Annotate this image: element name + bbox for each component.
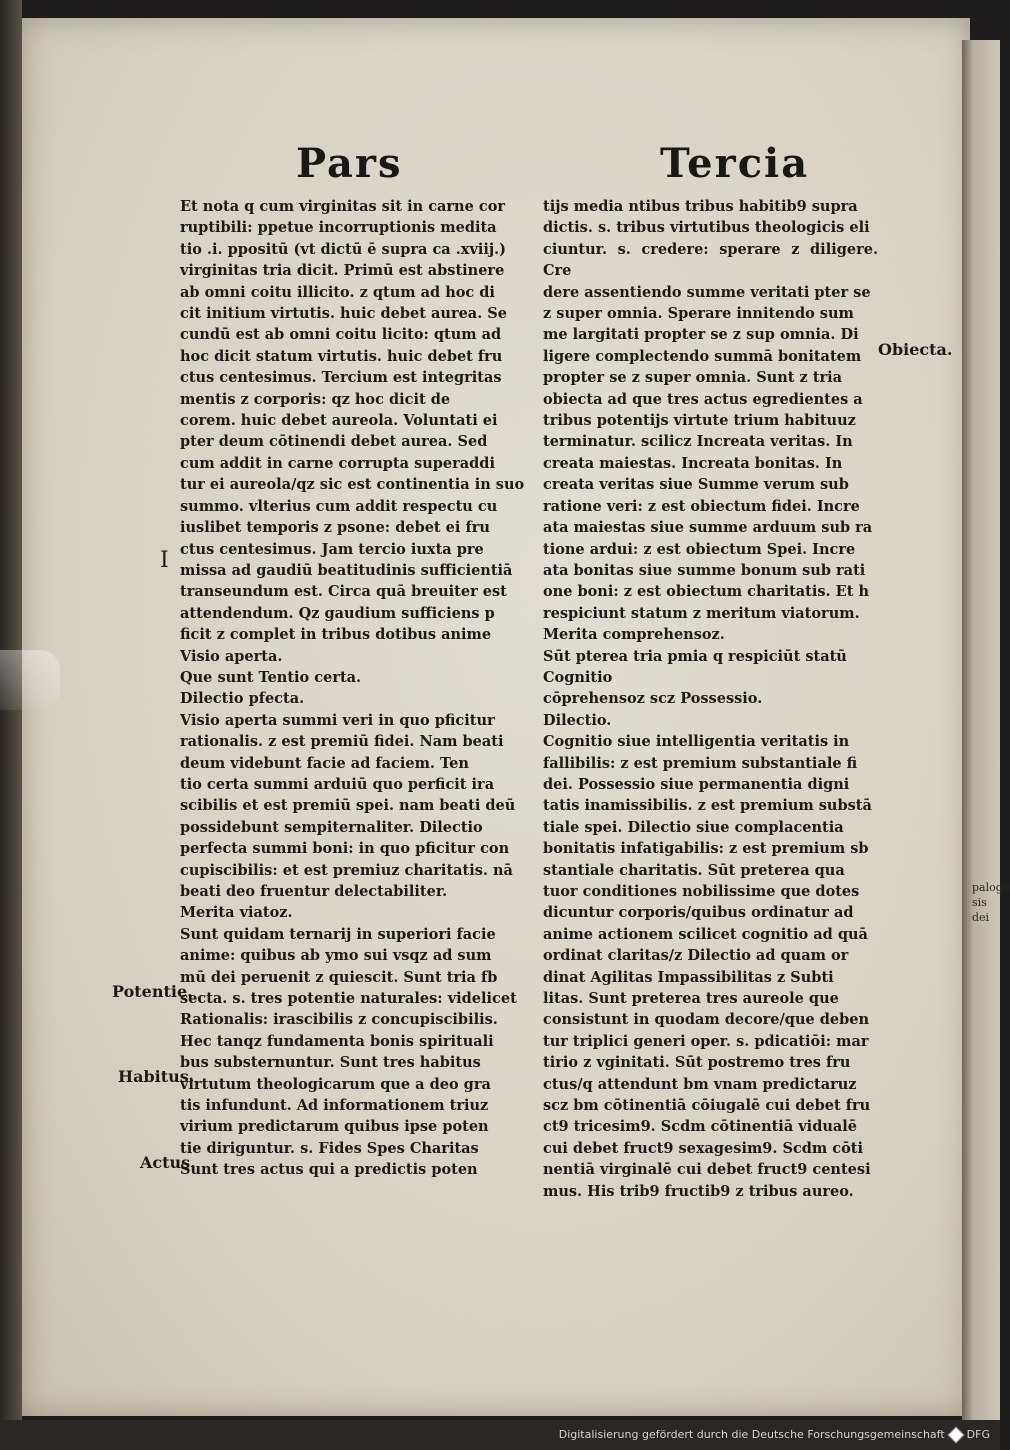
margin-note-potentie: Potentie. bbox=[112, 982, 193, 1001]
facing-page-edge bbox=[962, 40, 1010, 1420]
initial-letter-mark: I bbox=[160, 548, 169, 573]
margin-note-obiecta: Obiecta. bbox=[878, 340, 953, 359]
footer-text: Digitalisierung gefördert durch die Deutsche Forschungsgemeinschaft bbox=[558, 1428, 945, 1441]
footer-credit bbox=[559, 1428, 990, 1441]
footer-bar bbox=[0, 1420, 1000, 1450]
page-header-left: Pars bbox=[296, 140, 403, 187]
margin-note-actus: Actus. bbox=[140, 1153, 196, 1172]
footer-logo-label: DFG bbox=[966, 1428, 990, 1441]
dfg-logo-icon bbox=[947, 1426, 964, 1443]
page-header-right: Tercia bbox=[660, 140, 810, 187]
text-column-left: Et nota q cum virginitas sit in carne cor ruptibili: ppetue incorruptionis medita tio .i. ppositū (vt dictū ē supra ca .xviij.) virginitas tria dicit. Primū est abstinere ab omni coitu illicito. z qtum ad hoc di cit initium virtutis. huic debet aurea. Se cundū est ab omni coitu licito: qtum ad hoc dicit statum virtutis. huic debet fru ctus centesimus. Tercium est integritas mentis z corporis: qz hoc dicit de corem. huic debet aureola. Voluntati ei pter deum cōtinendi debet aurea. Sed cum addit in carne corrupta superaddi tur ei aureola/qz sic est continentia in suo summo. vlterius cum addit respectu cu iuslibet temporis z psone: debet ei fru ctus centesimus. Jam tercio iuxta pre missa ad gaudiū beatitudinis sufficientiā transeundum est. Circa quā breuiter est attendendum. Qz gaudium sufficiens p ficit z complet in tribus dotibus anime Visio aperta. Que sunt Tentio certa. Dilectio pfecta. Visio aperta summi veri in quo pficitur rationalis. z est premiū fidei. Nam beati deum videbunt facie ad faciem. Ten tio certa summi arduiū quo perficit ira scibilis et est premiū spei. nam beati deū possidebunt sempiternaliter. Dilectio perfecta summi boni: in quo pficitur con cupiscibilis: et est premiuz charitatis. nā beati deo fruentur delectabiliter. Merita viatoz. Sunt quidam ternarij in superiori facie anime: quibus ab ymo sui vsqz ad sum mū dei peruenit z quiescit. Sunt tria fb secta. s. tres potentie naturales: videlicet Rationalis: irascibilis z concupiscibilis. Hec tanqz fundamenta bonis spirituali bus substernuntur. Sunt tres habitus virtutum theologicarum que a deo gra tis infundunt. Ad informationem triuz virium predictarum quibus ipse poten tie diriguntur. s. Fides Spes Charitas Sunt tres actus qui a predictis poten bbox=[180, 198, 525, 1179]
text-column-right: tijs media ntibus tribus habitib9 supra dictis. s. tribus virtutibus theologicis eli ciuntur. s. credere: sperare z diligere. Cre dere assentiendo summe veritati pter se z super omnia. Sperare innitendo sum me largitati propter se z sup omnia. Di ligere complectendo summā bonitatem propter se z super omnia. Sunt z tria obiecta ad que tres actus egredientes a tribus potentijs virtute trium habituuz terminatur. scilicz Increata veritas. In creata maiestas. Increata bonitas. In creata veritas siue Summe verum sub ratione veri: z est obiectum fidei. Incre ata maiestas siue summe arduum sub ra tione ardui: z est obiectum Spei. Incre ata bonitas siue summe bonum sub rati one boni: z est obiectum charitatis. Et h respiciunt statum z meritum viatorum. Merita comprehensoz. Sūt pterea tria pmia q respiciūt statū Cognitio cōprehensoz scz Possessio. Dilectio. Cognitio siue intelligentia veritatis in fallibilis: z est premium substantiale fi dei. Possessio siue permanentia digni tatis inamissibilis. z est premium substā tiale spei. Dilectio siue complacentia bonitatis infatigabilis: z est premium sb stantiale charitatis. Sūt preterea qua tuor conditiones nobilissime que dotes dicuntur corporis/quibus ordinatur ad anime actionem scilicet cognitio ad quā ordinat claritas/z Dilectio ad quam or dinat Agilitas Impassibilitas z Subti litas. Sunt preterea tres aureole que consistunt in quodam decore/que deben tur triplici generi oper. s. pdicatiōi: mar tirio z vginitati. Sūt postremo tres fru ctus/q attendunt bm vnam predictaruz scz bm cōtinentiā cōiugalē cui debet fru ct9 tricesim9. Scdm cōtinentiā vidualē cui debet fruct9 sexagesim9. Scdm cōti nentiā virginalē cui debet fruct9 centesi mus. His trib9 fructib9 z tribus aureo. bbox=[543, 198, 878, 1200]
margin-note-habitus: Habitus. bbox=[118, 1067, 195, 1086]
binding-shadow bbox=[0, 0, 22, 1450]
facing-page-fragment: palog9 sis dei bbox=[972, 881, 1010, 924]
page-clip bbox=[0, 650, 60, 710]
